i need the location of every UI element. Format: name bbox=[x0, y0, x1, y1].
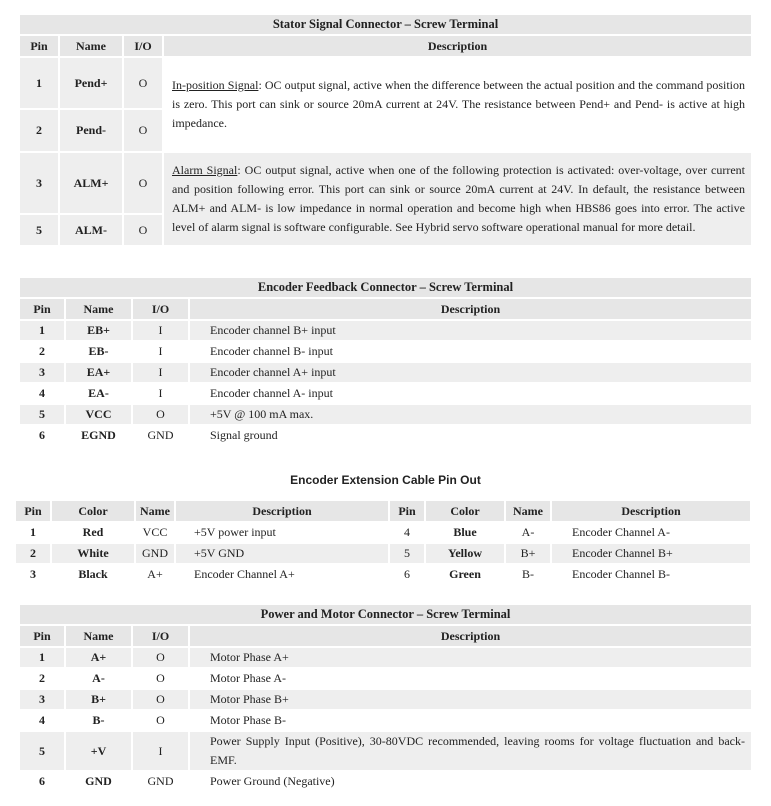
io-cell: I bbox=[133, 732, 188, 770]
header-name: Name bbox=[60, 36, 122, 56]
description-cell: Power Supply Input (Positive), 30-80VDC recommended, leaving rooms for voltage fluctuation and back-EMF. bbox=[190, 732, 751, 770]
io-cell: O bbox=[133, 669, 188, 688]
header-description: Description bbox=[190, 626, 751, 646]
power-table-title: Power and Motor Connector – Screw Terminal bbox=[20, 605, 751, 624]
pin-cell: 2 bbox=[20, 342, 64, 361]
color-cell: Green bbox=[426, 565, 504, 584]
header-description: Description bbox=[176, 501, 388, 521]
color-cell: White bbox=[52, 544, 134, 563]
cable-table-title: Encoder Extension Cable Pin Out bbox=[290, 473, 481, 487]
header-name: Name bbox=[136, 501, 174, 521]
description-cell: Power Ground (Negative) bbox=[190, 772, 751, 791]
name-cell: B- bbox=[66, 711, 131, 730]
pin-cell: 2 bbox=[16, 544, 50, 563]
io-cell: I bbox=[133, 363, 188, 382]
name-cell: GND bbox=[136, 544, 174, 563]
header-description: Description bbox=[164, 36, 751, 56]
pin-cell: 6 bbox=[20, 426, 64, 445]
pin-cell: 4 bbox=[20, 384, 64, 403]
name-cell: EA+ bbox=[66, 363, 131, 382]
color-cell: Yellow bbox=[426, 544, 504, 563]
name-cell: EGND bbox=[66, 426, 131, 445]
pin-cell: 6 bbox=[390, 565, 424, 584]
io-cell: O bbox=[133, 648, 188, 667]
description-cell: Encoder Channel A+ bbox=[176, 565, 388, 584]
alm-description bbox=[164, 153, 751, 245]
name-cell: B+ bbox=[506, 544, 550, 563]
pin-cell: 4 bbox=[390, 523, 424, 542]
header-name: Name bbox=[66, 626, 131, 646]
name-cell: GND bbox=[66, 772, 131, 791]
header-io: I/O bbox=[133, 626, 188, 646]
name-cell: B+ bbox=[66, 690, 131, 709]
io-cell: O bbox=[124, 153, 162, 213]
pin-cell: 2 bbox=[20, 110, 58, 151]
description-cell: Signal ground bbox=[190, 426, 751, 445]
header-color: Color bbox=[52, 501, 134, 521]
io-cell: I bbox=[133, 321, 188, 340]
name-cell: A- bbox=[506, 523, 550, 542]
alm-label: Alarm Signal bbox=[172, 163, 238, 177]
name-cell: ALM- bbox=[60, 215, 122, 245]
header-pin: Pin bbox=[16, 501, 50, 521]
color-cell: Blue bbox=[426, 523, 504, 542]
name-cell: ALM+ bbox=[60, 153, 122, 213]
stator-signal-table bbox=[18, 13, 753, 247]
name-cell: A- bbox=[66, 669, 131, 688]
header-name: Name bbox=[506, 501, 550, 521]
stator-table-title: Stator Signal Connector – Screw Terminal bbox=[20, 15, 751, 34]
description-cell: Motor Phase B+ bbox=[190, 690, 751, 709]
description-cell: Encoder Channel A- bbox=[552, 523, 750, 542]
io-cell: O bbox=[124, 110, 162, 151]
pin-cell: 4 bbox=[20, 711, 64, 730]
description-cell: +5V GND bbox=[176, 544, 388, 563]
io-cell: O bbox=[124, 215, 162, 245]
pend-description bbox=[164, 58, 751, 151]
name-cell: B- bbox=[506, 565, 550, 584]
io-cell: I bbox=[133, 384, 188, 403]
pend-label: In-position Signal bbox=[172, 78, 259, 92]
name-cell: EB+ bbox=[66, 321, 131, 340]
description-cell: Motor Phase B- bbox=[190, 711, 751, 730]
pin-cell: 1 bbox=[20, 58, 58, 108]
name-cell: A+ bbox=[136, 565, 174, 584]
name-cell: EA- bbox=[66, 384, 131, 403]
header-description: Description bbox=[552, 501, 750, 521]
encoder-feedback-table bbox=[18, 276, 753, 447]
io-cell: O bbox=[133, 711, 188, 730]
header-description: Description bbox=[190, 299, 751, 319]
encoder-table-title: Encoder Feedback Connector – Screw Terminal bbox=[20, 278, 751, 297]
pin-cell: 5 bbox=[390, 544, 424, 563]
pin-cell: 5 bbox=[20, 732, 64, 770]
description-cell: Encoder Channel B- bbox=[552, 565, 750, 584]
name-cell: +V bbox=[66, 732, 131, 770]
pin-cell: 3 bbox=[20, 153, 58, 213]
pin-cell: 2 bbox=[20, 669, 64, 688]
io-cell: GND bbox=[133, 426, 188, 445]
io-cell: O bbox=[133, 690, 188, 709]
description-cell: Encoder channel B- input bbox=[190, 342, 751, 361]
header-color: Color bbox=[426, 501, 504, 521]
header-pin: Pin bbox=[20, 299, 64, 319]
io-cell: GND bbox=[133, 772, 188, 791]
pin-cell: 3 bbox=[20, 363, 64, 382]
header-pin: Pin bbox=[20, 626, 64, 646]
description-cell: Encoder channel A+ input bbox=[190, 363, 751, 382]
pin-cell: 1 bbox=[16, 523, 50, 542]
pin-cell: 6 bbox=[20, 772, 64, 791]
pin-cell: 5 bbox=[20, 405, 64, 424]
description-cell: Encoder Channel B+ bbox=[552, 544, 750, 563]
color-cell: Red bbox=[52, 523, 134, 542]
header-pin: Pin bbox=[20, 36, 58, 56]
description-cell: +5V @ 100 mA max. bbox=[190, 405, 751, 424]
alm-text: : OC output signal, active when one of the following protection is activated: over-voltage, over current and position following error. This port can sink or source 20mA current at 24V. In default, the resistance between ALM+ and ALM- is low impedance in normal operation and become high when HBS86 goes into error. The active level of alarm signal is software configurable. See Hybrid servo software operational manual for more detail. bbox=[172, 163, 745, 234]
header-io: I/O bbox=[124, 36, 162, 56]
description-cell: Encoder channel A- input bbox=[190, 384, 751, 403]
description-cell: Encoder channel B+ input bbox=[190, 321, 751, 340]
name-cell: VCC bbox=[66, 405, 131, 424]
io-cell: O bbox=[133, 405, 188, 424]
header-name: Name bbox=[66, 299, 131, 319]
header-io: I/O bbox=[133, 299, 188, 319]
description-cell: Motor Phase A+ bbox=[190, 648, 751, 667]
io-cell: I bbox=[133, 342, 188, 361]
io-cell: O bbox=[124, 58, 162, 108]
pin-cell: 5 bbox=[20, 215, 58, 245]
description-cell: Motor Phase A- bbox=[190, 669, 751, 688]
power-motor-table bbox=[18, 603, 753, 793]
name-cell: VCC bbox=[136, 523, 174, 542]
name-cell: A+ bbox=[66, 648, 131, 667]
color-cell: Black bbox=[52, 565, 134, 584]
name-cell: Pend- bbox=[60, 110, 122, 151]
pin-cell: 3 bbox=[20, 690, 64, 709]
pend-text: : OC output signal, active when the difference between the actual position and the command position is zero. This port can sink or source 20mA current at 24V. The resistance between Pend+ and Pend- is active at high impedance. bbox=[172, 78, 745, 130]
pin-cell: 1 bbox=[20, 648, 64, 667]
pin-cell: 3 bbox=[16, 565, 50, 584]
header-pin: Pin bbox=[390, 501, 424, 521]
name-cell: Pend+ bbox=[60, 58, 122, 108]
name-cell: EB- bbox=[66, 342, 131, 361]
encoder-cable-table bbox=[14, 499, 752, 586]
description-cell: +5V power input bbox=[176, 523, 388, 542]
pin-cell: 1 bbox=[20, 321, 64, 340]
